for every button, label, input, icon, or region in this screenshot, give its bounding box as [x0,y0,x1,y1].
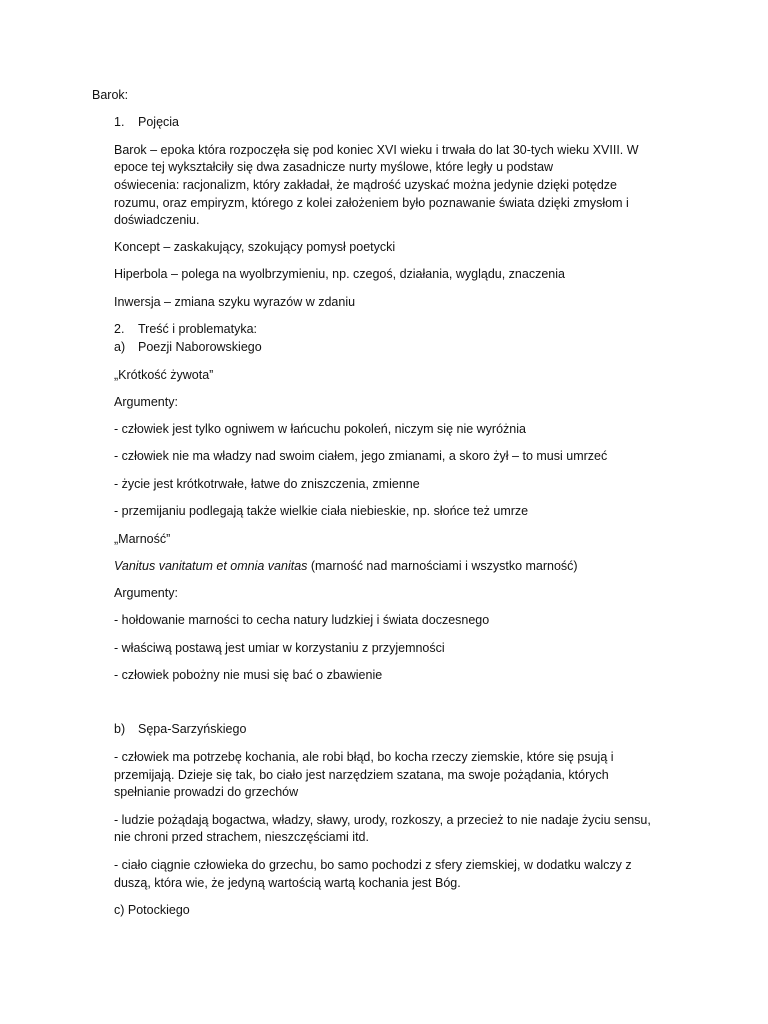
poem-2-arguments-label: Argumenty: [114,586,178,600]
subsection-a-title: Poezji Naborowskiego [138,340,262,354]
poem-2-argument: - człowiek pobożny nie musi się bać o zbawienie [114,668,383,682]
sep-paragraph-3-line: - ciało ciągnie człowieka do grzechu, bo samo pochodzi z sfery ziemskiej, w dodatku walczy z [114,858,632,872]
barok-definition-line: oświecenia: racjonalizm, który zakładał, że mądrość uzyskać można jedynie dzięki potędze [114,178,618,192]
sep-paragraph-3-line: duszą, która wie, że jedyną wartością wartą kochania jest Bóg. [114,876,461,890]
poem-1-argument: - człowiek jest tylko ogniwem w łańcuchu pokoleń, niczym się nie wyróżnia [114,422,526,436]
poem-2-motto [114,557,578,575]
barok-definition-line: doświadczeniu. [114,213,200,227]
koncept-definition: Koncept – zaskakujący, szokujący pomysł poetycki [114,240,396,254]
section-2-heading [114,320,257,338]
barok-definition-line: epoce tej wykształciły się dwa zasadnicze nurty myślowe, które legły u podstaw [114,160,554,174]
poem-1-arguments-label: Argumenty: [114,395,178,409]
document-heading: Barok: [92,88,129,102]
poem-1-argument: - człowiek nie ma władzy nad swoim ciałem, jego zmianami, a skoro żył – to musi umrzeć [114,449,608,463]
subsection-b-letter: b) [114,722,126,736]
subsection-c-heading: c) Potockiego [114,903,190,917]
sep-paragraph-1-line: spełnianie prowadzi do grzechów [114,785,299,799]
poem-2-motto-translation: (marność nad marnościami i wszystko marność) [307,559,578,573]
hiperbola-definition: Hiperbola – polega na wyolbrzymieniu, np. czegoś, działania, wyglądu, znaczenia [114,267,565,281]
section-2-number: 2. [114,322,125,336]
section-1-title: Pojęcia [138,115,179,129]
section-1-heading [114,113,179,131]
sep-paragraph-2-line: - ludzie pożądają bogactwa, władzy, sławy, urody, rozkoszy, a przecież to nie nadaje życiu sensu, [114,813,651,827]
inwersja-definition: Inwersja – zmiana szyku wyrazów w zdaniu [114,295,356,309]
poem-1-argument: - przemijaniu podlegają także wielkie ciała niebieskie, np. słońce też umrze [114,504,529,518]
subsection-a-heading [114,338,262,356]
sep-paragraph-2-line: nie chroni przed strachem, nieszczęściami itd. [114,830,369,844]
poem-1-argument: - życie jest krótkotrwałe, łatwe do zniszczenia, zmienne [114,477,420,491]
section-2-title: Treść i problematyka: [138,322,258,336]
barok-definition-line: Barok – epoka która rozpoczęła się pod koniec XVI wieku i trwała do lat 30-tych wieku XVIII. W [114,143,639,157]
poem-2-title: „Marność” [114,532,171,546]
poem-1-title: „Krótkość żywota” [114,368,214,382]
poem-2-argument: - właściwą postawą jest umiar w korzystaniu z przyjemności [114,641,445,655]
subsection-b-title: Sępa-Sarzyńskiego [138,722,247,736]
barok-definition-line: rozumu, oraz empiryzm, którego z kolei założeniem było poznawanie świata dzięki zmysłom i [114,196,629,210]
subsection-b-heading [114,720,246,738]
sep-paragraph-1-line: - człowiek ma potrzebę kochania, ale robi błąd, bo kocha rzeczy ziemskie, które się psują i [114,750,614,764]
poem-2-motto-latin: Vanitus vanitatum et omnia vanitas [114,559,308,573]
sep-paragraph-1-line: przemijają. Dzieje się tak, bo ciało jest narzędziem szatana, ma swoje pożądania, których [114,768,609,782]
subsection-a-letter: a) [114,340,126,354]
poem-2-argument: - hołdowanie marności to cecha natury ludzkiej i świata doczesnego [114,613,490,627]
section-1-number: 1. [114,115,125,129]
